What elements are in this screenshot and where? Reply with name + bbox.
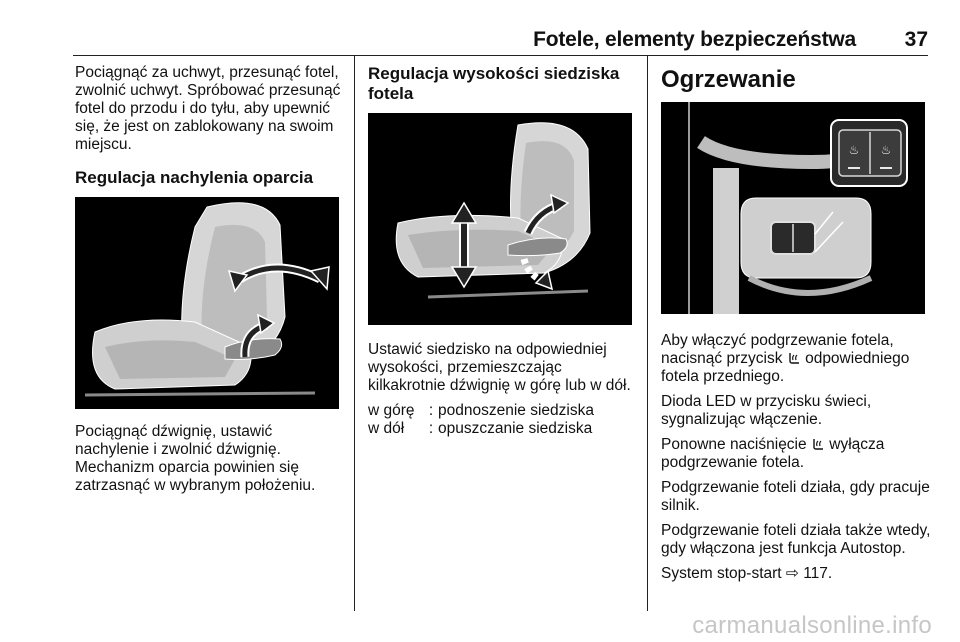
watermark: carmanualsonline.info bbox=[692, 612, 932, 639]
column-2 bbox=[368, 64, 632, 438]
seat-heat-icon bbox=[811, 437, 825, 451]
seat-height-figure bbox=[368, 113, 632, 325]
heating-paragraph-5: Podgrzewanie foteli działa także wtedy, gdy włączona jest funkcja Autostop. bbox=[661, 522, 931, 557]
intro-paragraph: Pociągnąć za uchwyt, przesunąć fotel, zwolnić uchwyt. Spróbować przesunąć fotel do przodu i do tyłu, aby upewnić się, że jest on zablokowany na swoim miejscu. bbox=[75, 64, 341, 153]
definition-separator: : bbox=[428, 420, 434, 437]
seat-heat-icon bbox=[787, 351, 801, 365]
seat-heating-controls-figure bbox=[661, 102, 925, 314]
heating-paragraph-4: Podgrzewanie foteli działa, gdy pracuje silnik. bbox=[661, 479, 930, 514]
svg-text:♨: ♨ bbox=[880, 143, 892, 157]
page-reference-arrow-icon[interactable]: ⇨ bbox=[785, 565, 799, 582]
definition-list bbox=[368, 402, 632, 438]
definition-description: opuszczanie siedziska bbox=[438, 420, 593, 437]
heating-text: wyłącza podgrzewanie fotela. bbox=[661, 436, 885, 471]
heating-text: odpowiedniego fotela przedniego. bbox=[661, 350, 910, 385]
header-rule bbox=[73, 55, 928, 56]
backrest-caption: Pociągnąć dźwignię, ustawić nachylenie i zwolnić dźwignię. Mechanizm oparcia powinien się zatrzasnąć w wybranym położeniu. bbox=[75, 423, 316, 494]
heating-paragraph-3 bbox=[661, 436, 931, 472]
column-1 bbox=[75, 64, 343, 502]
backrest-heading: Regulacja nachylenia oparcia bbox=[75, 168, 314, 187]
column-divider-1 bbox=[354, 55, 355, 611]
definition-term: w górę bbox=[368, 402, 415, 419]
seat-height-heading: Regulacja wysokości siedziska fotela bbox=[368, 64, 620, 103]
page-reference-link[interactable]: 117. bbox=[798, 565, 833, 582]
definition-row-down bbox=[368, 420, 632, 438]
heating-text: Ponowne naciśnięcie bbox=[661, 436, 811, 453]
heating-heading: Ogrzewanie bbox=[661, 66, 796, 93]
definition-separator: : bbox=[428, 402, 434, 419]
backrest-adjustment-figure bbox=[75, 197, 339, 409]
definition-term: w dół bbox=[368, 420, 405, 437]
heating-text: Aby włączyć podgrzewanie fotela, nacisnąć przycisk bbox=[661, 332, 894, 367]
page-number: 37 bbox=[904, 28, 928, 51]
heating-paragraph-2: Dioda LED w przycisku świeci, sygnalizując włączenie. bbox=[661, 393, 872, 428]
column-divider-2 bbox=[647, 55, 648, 611]
svg-text:♨: ♨ bbox=[848, 143, 860, 157]
page-header-title: Fotele, elementy bezpieczeństwa bbox=[533, 28, 856, 51]
heating-paragraph-1 bbox=[661, 332, 931, 386]
seat-height-text: Ustawić siedzisko na odpowiedniej wysokości, przemieszczając kilkakrotnie dźwignię w górę lub w dół. bbox=[368, 341, 631, 394]
stop-start-text: System stop-start bbox=[661, 565, 786, 582]
column-3 bbox=[661, 64, 931, 590]
heating-paragraph-6 bbox=[661, 565, 931, 583]
definition-row-up bbox=[368, 402, 632, 420]
definition-description: podnoszenie siedziska bbox=[438, 402, 594, 419]
